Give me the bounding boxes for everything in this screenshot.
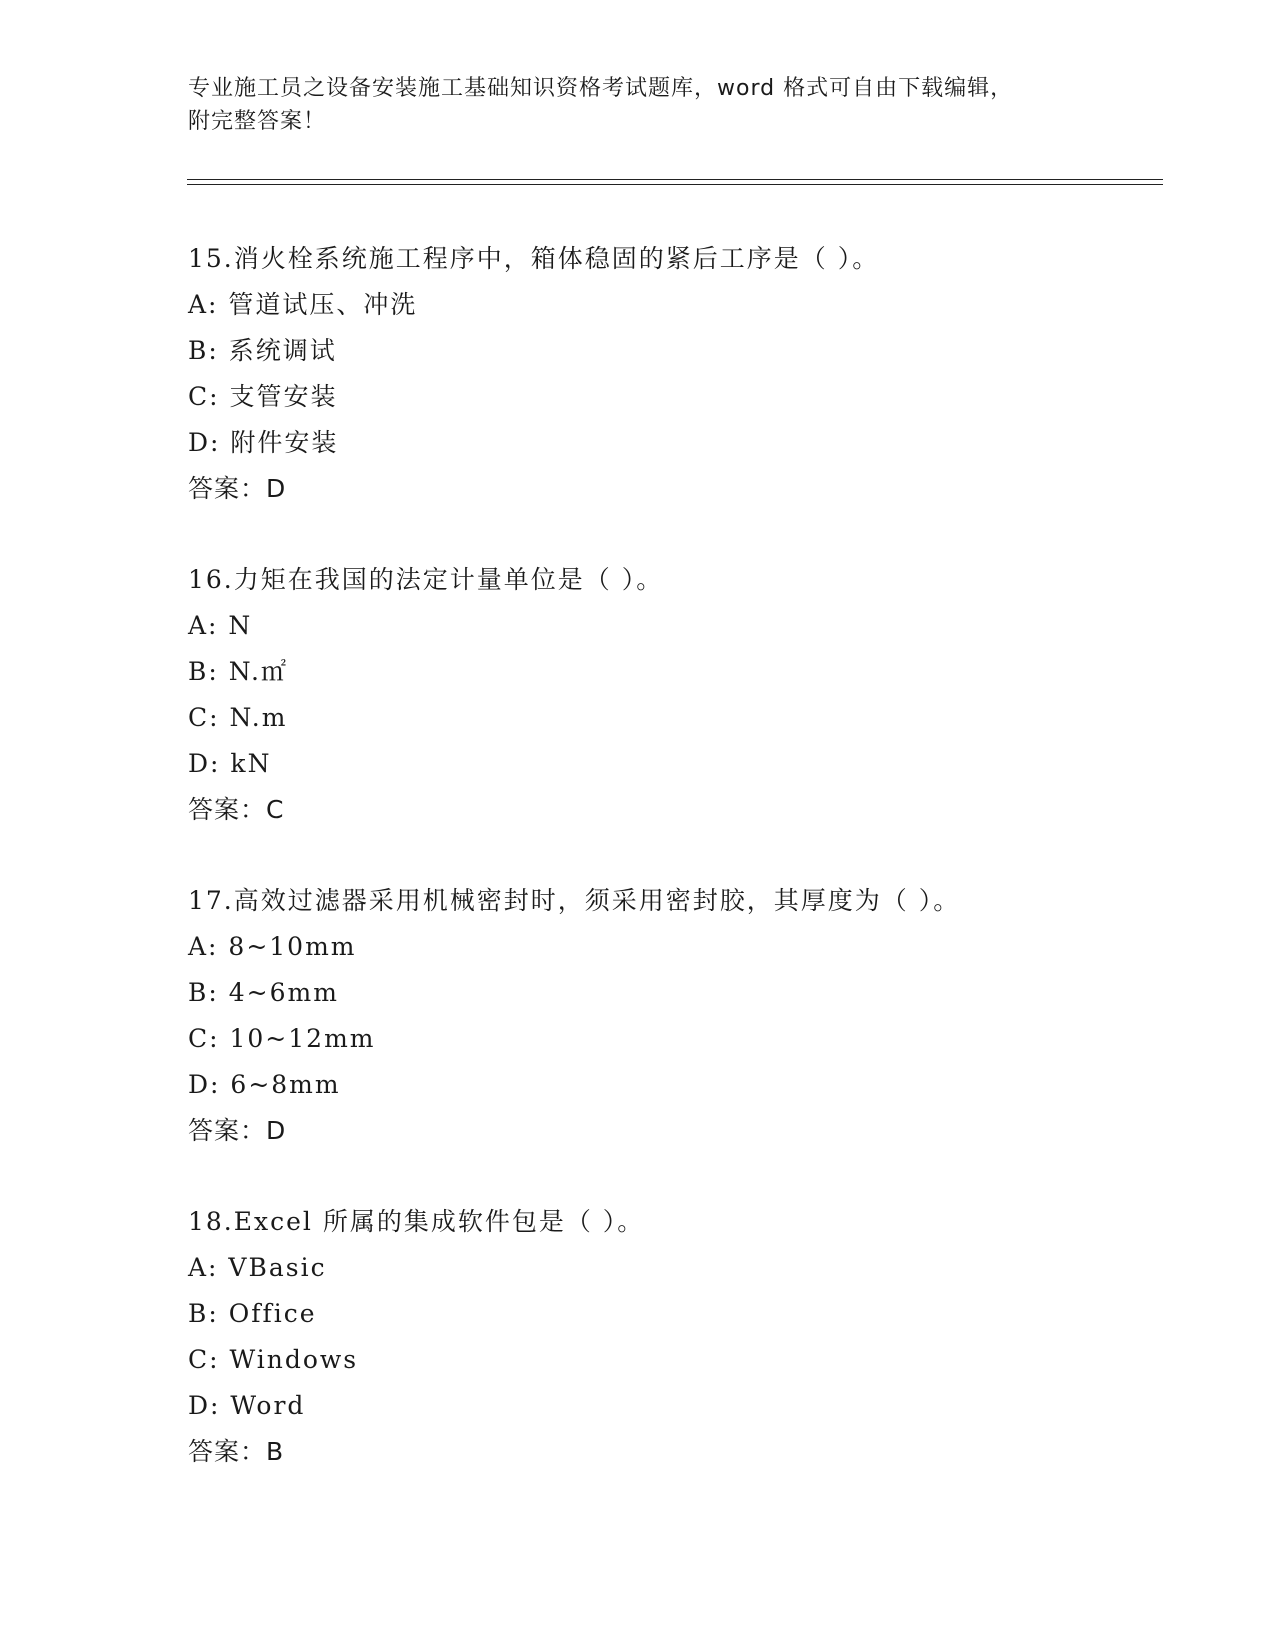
option-a: A: N (188, 611, 253, 640)
option-b: B: N.㎡ (188, 657, 288, 686)
option-d: D: Word (188, 1391, 306, 1420)
answer-line: 答案：D (188, 474, 287, 503)
option-b: B: Office (188, 1299, 317, 1328)
question-stem: 15.消火栓系统施工程序中，箱体稳固的紧后工序是（ ）。 (188, 244, 880, 273)
header-divider-top (187, 179, 1163, 180)
option-c: C: 支管安装 (188, 382, 338, 411)
question-17 (188, 878, 1168, 1154)
answer-line: 答案：D (188, 1116, 287, 1145)
answer-line: 答案：B (188, 1437, 285, 1466)
option-a: A: VBasic (188, 1253, 327, 1282)
header-line-2: 附完整答案！ (188, 109, 327, 134)
question-18 (188, 1199, 1168, 1475)
question-16 (188, 557, 1168, 833)
question-stem: 16.力矩在我国的法定计量单位是（ ）。 (188, 565, 664, 594)
header-divider-bottom (187, 184, 1163, 185)
header-line-1: 专业施工员之设备安装施工基础知识资格考试题库，word 格式可自由下载编辑， (188, 76, 1014, 101)
question-stem: 17.高效过滤器采用机械密封时，须采用密封胶，其厚度为（ ）。 (188, 886, 961, 915)
option-c: C: N.m (188, 703, 288, 732)
option-c: C: 10~12mm (188, 1024, 376, 1053)
question-stem: 18.Excel 所属的集成软件包是（ ）。 (188, 1207, 645, 1236)
option-b: B: 4~6mm (188, 978, 339, 1007)
option-b: B: 系统调试 (188, 336, 337, 365)
option-d: D: kN (188, 749, 272, 778)
option-d: D: 附件安装 (188, 428, 339, 457)
option-a: A: 8~10mm (188, 932, 357, 961)
answer-line: 答案：C (188, 795, 285, 824)
option-d: D: 6~8mm (188, 1070, 341, 1099)
option-c: C: Windows (188, 1345, 359, 1374)
question-15 (188, 236, 1168, 512)
document-header (188, 72, 1088, 138)
option-a: A: 管道试压、冲洗 (188, 290, 418, 319)
